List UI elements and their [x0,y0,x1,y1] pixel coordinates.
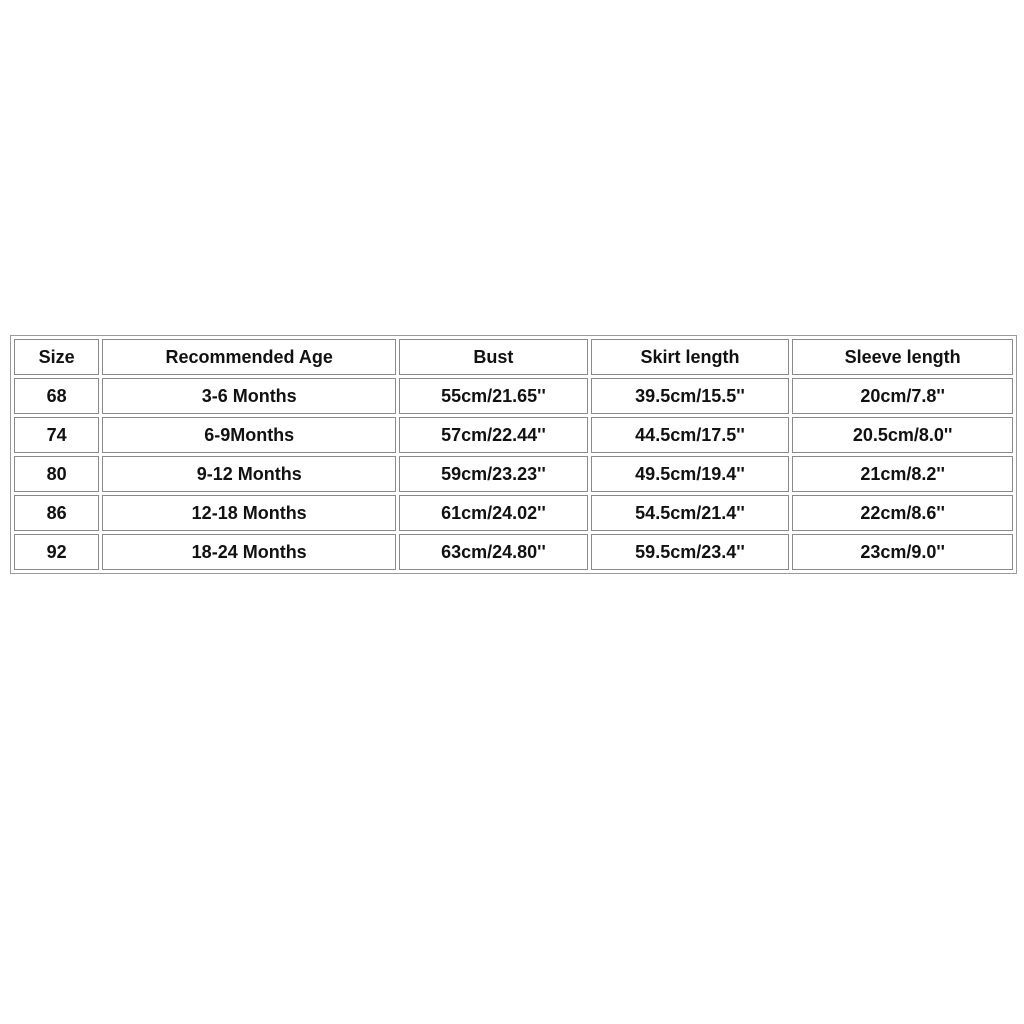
header-size: Size [14,339,99,375]
cell-age: 12-18 Months [102,495,396,531]
header-sleeve-length: Sleeve length [792,339,1013,375]
cell-bust: 57cm/22.44'' [399,417,588,453]
size-chart-table [10,335,1017,574]
cell-size: 86 [14,495,99,531]
cell-skirt-length: 54.5cm/21.4'' [591,495,790,531]
table-row [14,456,1013,492]
cell-age: 9-12 Months [102,456,396,492]
cell-bust: 55cm/21.65'' [399,378,588,414]
header-bust: Bust [399,339,588,375]
cell-skirt-length: 59.5cm/23.4'' [591,534,790,570]
cell-sleeve-length: 20.5cm/8.0'' [792,417,1013,453]
table-row [14,534,1013,570]
cell-bust: 61cm/24.02'' [399,495,588,531]
cell-skirt-length: 49.5cm/19.4'' [591,456,790,492]
cell-skirt-length: 39.5cm/15.5'' [591,378,790,414]
header-recommended-age: Recommended Age [102,339,396,375]
cell-bust: 63cm/24.80'' [399,534,588,570]
header-skirt-length: Skirt length [591,339,790,375]
cell-sleeve-length: 22cm/8.6'' [792,495,1013,531]
table-row [14,495,1013,531]
cell-size: 68 [14,378,99,414]
cell-sleeve-length: 21cm/8.2'' [792,456,1013,492]
cell-age: 3-6 Months [102,378,396,414]
cell-sleeve-length: 23cm/9.0'' [792,534,1013,570]
table-row [14,378,1013,414]
cell-size: 74 [14,417,99,453]
cell-age: 18-24 Months [102,534,396,570]
cell-size: 92 [14,534,99,570]
table-header-row [14,339,1013,375]
cell-sleeve-length: 20cm/7.8'' [792,378,1013,414]
cell-size: 80 [14,456,99,492]
cell-skirt-length: 44.5cm/17.5'' [591,417,790,453]
cell-age: 6-9Months [102,417,396,453]
table-row [14,417,1013,453]
cell-bust: 59cm/23.23'' [399,456,588,492]
